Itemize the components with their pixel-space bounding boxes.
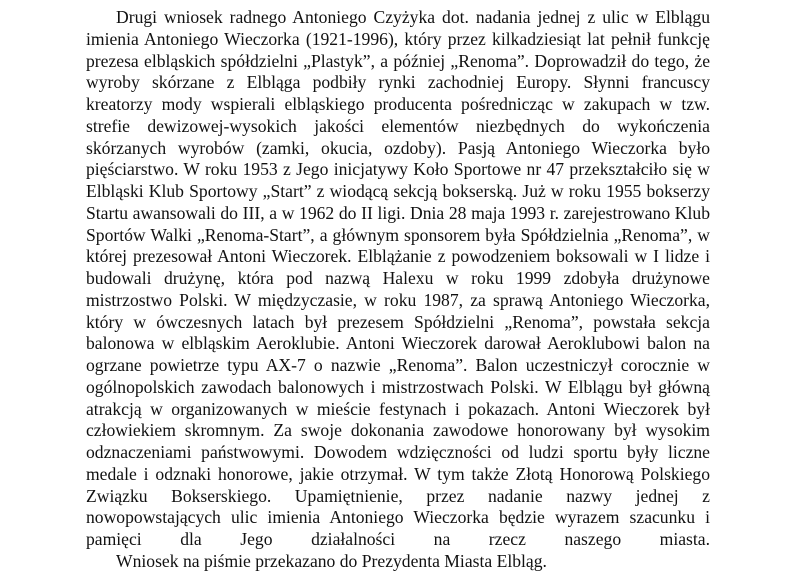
paragraph-motion-forwarded — [86, 551, 710, 573]
document-body — [86, 7, 710, 573]
paragraph-text: Wniosek na piśmie przekazano do Prezydenta Miasta Elbląg. — [116, 550, 547, 571]
paragraph-czyzyk-motion — [86, 7, 710, 551]
clipped-previous-line — [108, 0, 708, 4]
paragraph-text: Drugi wniosek radnego Antoniego Czyżyka dot. nadania jednej z ulic w Elblągu imienia Antoniego Wieczorka (1921-1996), który przez kilkadziesiąt lat pełnił funkcję prezesa elbląskich spółdzielni „Plastyk”, a później „Renoma”. Doprowadził do tego, że wyroby skórzane z Elbląga podbiły rynki zachodniej Europy. Słynni francuscy kreatorzy mody wspierali elbląskiego producenta pośrednicząc w zakupach w tzw. strefie dewizowej-wysokich jakości elementów niezbędnych do wykończenia skórzanych wyrobów (zamki, okucia, ozdoby). Pasją Antoniego Wieczorka było pięściarstwo. W roku 1953 z Jego inicjatywy Koło Sportowe nr 47 przekształciło się w Elbląski Klub Sportowy „Start” z wiodącą sekcją bokserską. Już w roku 1955 bokserzy Startu awansowali do III, a w 1962 do II ligi. Dnia 28 maja 1993 r. zarejestrowano Klub Sportów Walki „Renoma-Start”, a głównym sponsorem była Spółdzielnia „Renoma”, w której prezesował Antoni Wieczorek. Elblążanie z powodzeniem boksowali w I lidze i budowali drużynę, która pod nazwą Halexu w roku 1999 zdobyła drużynowe mistrzostwo Polski. W międzyczasie, w roku 1987, za sprawą Antoniego Wieczorka, który w ówczesnych latach był prezesem Spółdzielni „Renoma”, powstała sekcja balonowa w elbląskim Aeroklubie. Antoni Wieczorek darował Aeroklubowi balon na ogrzane powietrze typu AX-7 o nazwie „Renoma”. Balon uczestniczył corocznie w ogólnopolskich zawodach balonowych i mistrzostwach Polski. W Elblągu był główną atrakcją w organizowanych w mieście festynach i pokazach. Antoni Wieczorek był człowiekiem skromnym. Za swoje dokonania zawodowe honorowany był wysokim odznaczeniami państwowymi. Dowodem wdzięczności od ludzi sportu były liczne medale i odznaki honorowe, jakie otrzymał. W tym także Złotą Honorową Polskiego Związku Bokserskiego. Upamiętnienie, przez nadanie nazwy jednej z nowopowstających ulic imienia Antoniego Wieczorka będzie wyrazem szacunku i pamięci dla Jego działalności na rzecz naszego miasta. — [86, 7, 710, 549]
